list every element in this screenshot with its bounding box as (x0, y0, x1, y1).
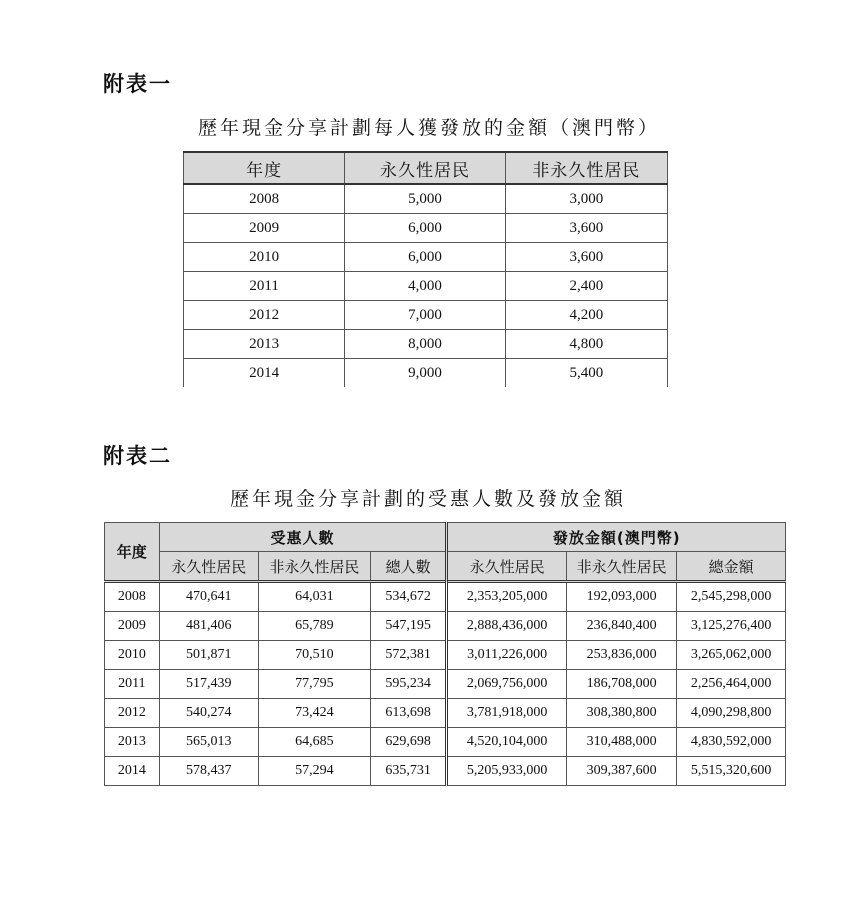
cell-non-permanent-amount: 253,836,000 (566, 641, 676, 670)
cell-non-permanent: 2,400 (505, 272, 667, 301)
cell-permanent-count: 565,013 (159, 728, 258, 757)
cell-permanent: 5,000 (345, 184, 505, 214)
col-header-year: 年度 (105, 523, 160, 582)
amount-per-person-table (183, 151, 668, 387)
table-row (184, 272, 668, 301)
cell-permanent: 6,000 (345, 243, 505, 272)
table-sub-header-row (105, 552, 786, 582)
cell-total-amount: 2,545,298,000 (677, 582, 786, 612)
cell-permanent-count: 501,871 (159, 641, 258, 670)
cell-permanent-amount: 3,011,226,000 (447, 641, 566, 670)
cell-year: 2011 (105, 670, 160, 699)
beneficiaries-amount-table (104, 522, 786, 786)
cell-permanent: 9,000 (345, 359, 505, 388)
cell-non-permanent-count: 77,795 (258, 670, 370, 699)
cell-permanent-count: 540,274 (159, 699, 258, 728)
cell-total-count: 547,195 (370, 612, 447, 641)
table-group-header-row (105, 523, 786, 552)
cell-permanent-count: 470,641 (159, 582, 258, 612)
cell-non-permanent-amount: 310,488,000 (566, 728, 676, 757)
cell-non-permanent-count: 65,789 (258, 612, 370, 641)
cell-non-permanent-count: 70,510 (258, 641, 370, 670)
table1-title: 歷年現金分享計劃每人獲發放的金額（澳門幣） (198, 117, 661, 139)
cell-non-permanent-amount: 309,387,600 (566, 757, 676, 786)
table2-title: 歷年現金分享計劃的受惠人數及發放金額 (230, 488, 627, 510)
cell-permanent-amount: 2,353,205,000 (447, 582, 566, 612)
cell-non-permanent-amount: 236,840,400 (566, 612, 676, 641)
cell-total-count: 572,381 (370, 641, 447, 670)
table-row (184, 301, 668, 330)
section-heading-1: 附表一 (103, 72, 172, 96)
cell-non-permanent-count: 73,424 (258, 699, 370, 728)
cell-permanent-amount: 3,781,918,000 (447, 699, 566, 728)
group-header-beneficiaries: 受惠人數 (159, 523, 447, 552)
cell-year: 2010 (105, 641, 160, 670)
cell-permanent: 7,000 (345, 301, 505, 330)
cell-non-permanent: 3,600 (505, 214, 667, 243)
table-header-row (184, 152, 668, 184)
table-row (105, 641, 786, 670)
cell-non-permanent-amount: 192,093,000 (566, 582, 676, 612)
cell-non-permanent-count: 64,031 (258, 582, 370, 612)
cell-year: 2009 (184, 214, 345, 243)
cell-year: 2011 (184, 272, 345, 301)
cell-total-amount: 4,830,592,000 (677, 728, 786, 757)
cell-permanent-amount: 4,520,104,000 (447, 728, 566, 757)
cell-non-permanent-amount: 186,708,000 (566, 670, 676, 699)
sub-header-non-permanent-count: 非永久性居民 (258, 552, 370, 582)
cell-non-permanent-amount: 308,380,800 (566, 699, 676, 728)
cell-total-amount: 5,515,320,600 (677, 757, 786, 786)
cell-permanent: 8,000 (345, 330, 505, 359)
table-row (105, 728, 786, 757)
cell-year: 2014 (105, 757, 160, 786)
cell-permanent: 4,000 (345, 272, 505, 301)
cell-permanent-amount: 2,069,756,000 (447, 670, 566, 699)
sub-header-total-amount: 總金額 (677, 552, 786, 582)
cell-non-permanent-count: 57,294 (258, 757, 370, 786)
cell-non-permanent-count: 64,685 (258, 728, 370, 757)
section-heading-2: 附表二 (103, 444, 172, 468)
table-row (105, 612, 786, 641)
cell-total-count: 635,731 (370, 757, 447, 786)
cell-non-permanent: 3,000 (505, 184, 667, 214)
sub-header-total-count: 總人數 (370, 552, 447, 582)
table-row (184, 243, 668, 272)
sub-header-permanent-amount: 永久性居民 (447, 552, 566, 582)
cell-total-amount: 4,090,298,800 (677, 699, 786, 728)
group-header-amount: 發放金額(澳門幣) (447, 523, 786, 552)
cell-permanent-count: 578,437 (159, 757, 258, 786)
cell-total-amount: 2,256,464,000 (677, 670, 786, 699)
cell-total-amount: 3,265,062,000 (677, 641, 786, 670)
table-row (184, 214, 668, 243)
cell-year: 2013 (184, 330, 345, 359)
table-row (105, 757, 786, 786)
col-header-permanent: 永久性居民 (345, 152, 505, 184)
col-header-non-permanent: 非永久性居民 (505, 152, 667, 184)
cell-permanent-count: 517,439 (159, 670, 258, 699)
cell-non-permanent: 3,600 (505, 243, 667, 272)
table-row (184, 184, 668, 214)
table-row (105, 582, 786, 612)
cell-total-count: 595,234 (370, 670, 447, 699)
cell-non-permanent: 5,400 (505, 359, 667, 388)
table-row (184, 359, 668, 388)
cell-total-amount: 3,125,276,400 (677, 612, 786, 641)
cell-non-permanent: 4,200 (505, 301, 667, 330)
cell-year: 2013 (105, 728, 160, 757)
col-header-year: 年度 (184, 152, 345, 184)
table-row (105, 670, 786, 699)
cell-non-permanent: 4,800 (505, 330, 667, 359)
table-row (184, 330, 668, 359)
cell-total-count: 613,698 (370, 699, 447, 728)
cell-year: 2012 (184, 301, 345, 330)
cell-total-count: 629,698 (370, 728, 447, 757)
cell-permanent-amount: 2,888,436,000 (447, 612, 566, 641)
cell-year: 2009 (105, 612, 160, 641)
cell-year: 2008 (105, 582, 160, 612)
cell-permanent: 6,000 (345, 214, 505, 243)
cell-year: 2008 (184, 184, 345, 214)
cell-permanent-amount: 5,205,933,000 (447, 757, 566, 786)
cell-permanent-count: 481,406 (159, 612, 258, 641)
sub-header-permanent-count: 永久性居民 (159, 552, 258, 582)
sub-header-non-permanent-amount: 非永久性居民 (566, 552, 676, 582)
table-row (105, 699, 786, 728)
cell-total-count: 534,672 (370, 582, 447, 612)
cell-year: 2010 (184, 243, 345, 272)
cell-year: 2012 (105, 699, 160, 728)
cell-year: 2014 (184, 359, 345, 388)
